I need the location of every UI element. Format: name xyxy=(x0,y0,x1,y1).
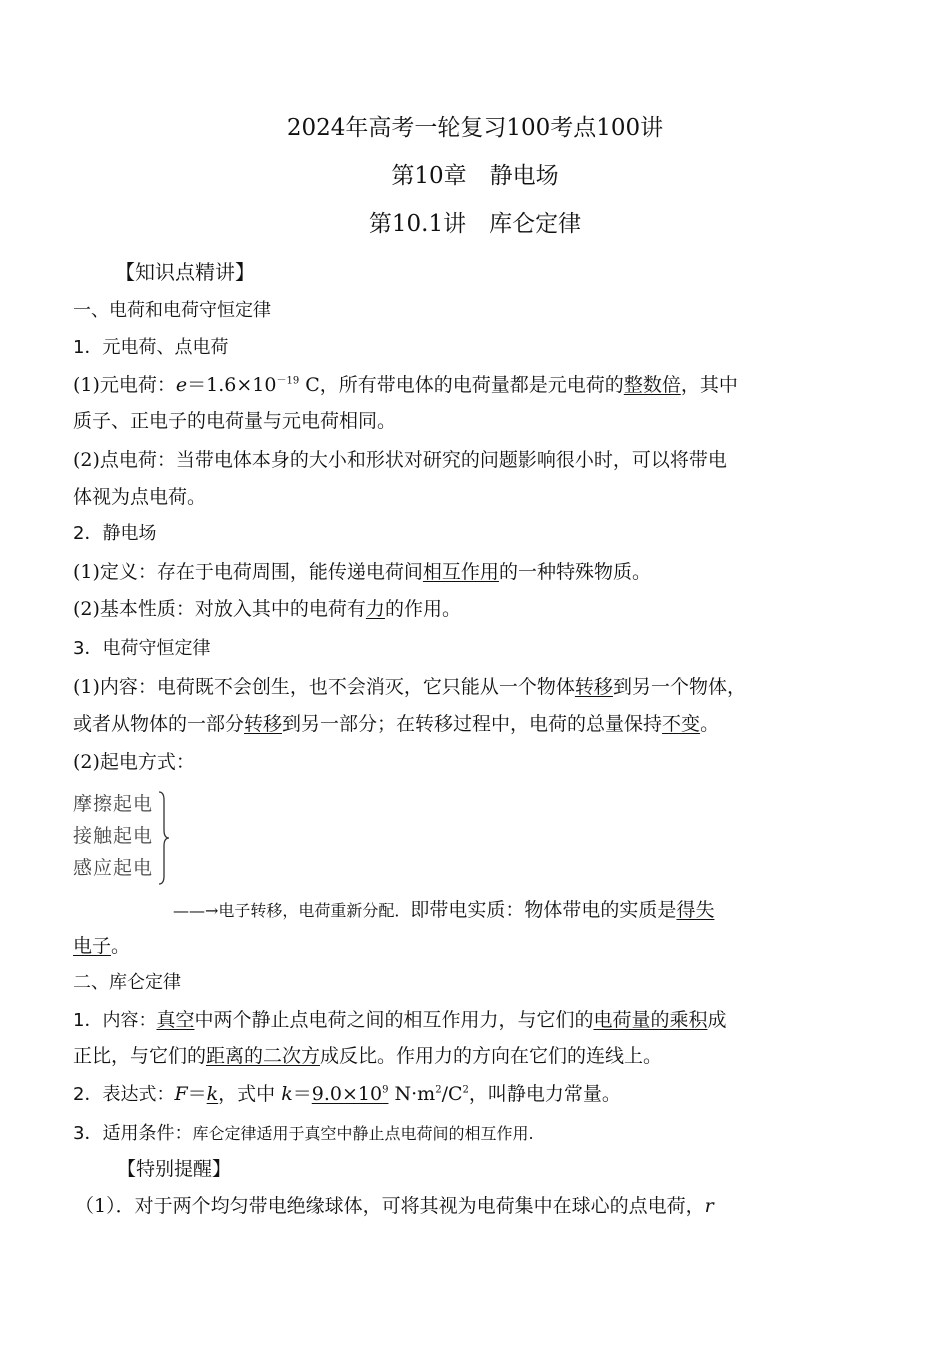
s1-p1b: 质子、正电子的电荷量与元电荷相同。 xyxy=(73,410,397,432)
doc-title-2: 第10章 静电场 xyxy=(391,163,559,189)
brace-icon xyxy=(157,790,171,886)
s2-p4: 3．适用条件：库仑定律适用于真空中静止点电荷间的相互作用. xyxy=(73,1123,534,1144)
arrow-icon: ——→ xyxy=(173,901,219,920)
s1-sub3: 3．电荷守恒定律 xyxy=(73,638,211,659)
s1-p5: (1)内容：电荷既不会创生，也不会消灭，它只能从一个物体转移到另一个物体， xyxy=(73,676,746,698)
method-induction: 感应起电 xyxy=(73,857,154,879)
s2-p2: 正比，与它们的距离的二次方成反比。作用力的方向在它们的连线上。 xyxy=(73,1045,663,1067)
method-contact: 接触起电 xyxy=(73,825,154,847)
s1-p3: (1)定义：存在于电荷周围，能传递电荷间相互作用的一种特殊物质。 xyxy=(73,561,651,583)
doc-title-3: 第10.1讲 库仑定律 xyxy=(368,211,582,237)
reminder-1: （1）．对于两个均匀带电绝缘球体，可将其视为电荷集中在球心的点电荷，r xyxy=(75,1195,714,1217)
s1-p6: 或者从物体的一部分转移到另一部分；在转移过程中，电荷的总量保持不变。 xyxy=(73,713,720,735)
s1-sub2: 2．静电场 xyxy=(73,523,157,544)
s2-p1: 1．内容：真空中两个静止点电荷之间的相互作用力，与它们的电荷量的乘积成 xyxy=(73,1009,727,1031)
s1-p9: 电子。 xyxy=(73,935,131,957)
s1-heading: 一、电荷和电荷守恒定律 xyxy=(73,300,271,321)
s1-p7: (2)起电方式： xyxy=(73,751,195,773)
doc-title-1: 2024年高考一轮复习100考点100讲 xyxy=(286,115,664,141)
method-friction: 摩擦起电 xyxy=(73,793,154,815)
section-tag: 【知识点精讲】 xyxy=(115,260,255,284)
s2-p3: 2．表达式：F＝k，式中 $k=9.0\times 10^9$ $N\cdot m^2/C^2$，叫静电力常量。 xyxy=(73,1083,621,1105)
s1-p2a: (2)点电荷：当带电体本身的大小和形状对研究的问题影响很小时，可以将带电 xyxy=(73,449,727,471)
s2-heading: 二、库仑定律 xyxy=(73,972,181,993)
s1-sub1: 1．元电荷、点电荷 xyxy=(73,337,229,358)
s1-p1: (1)元电荷：$e=1.6\times 10^{-19}$ C，所有带电体的电荷量都是元电荷的整数倍，其中 xyxy=(73,374,738,396)
reminder-tag: 【特别提醒】 xyxy=(117,1158,232,1180)
s1-p4: (2)基本性质：对放入其中的电荷有力的作用。 xyxy=(73,598,461,620)
s1-p8: ——→电子转移，电荷重新分配．即带电实质：物体带电的实质是得失 xyxy=(173,899,715,921)
s1-p2b: 体视为点电荷。 xyxy=(73,486,207,508)
